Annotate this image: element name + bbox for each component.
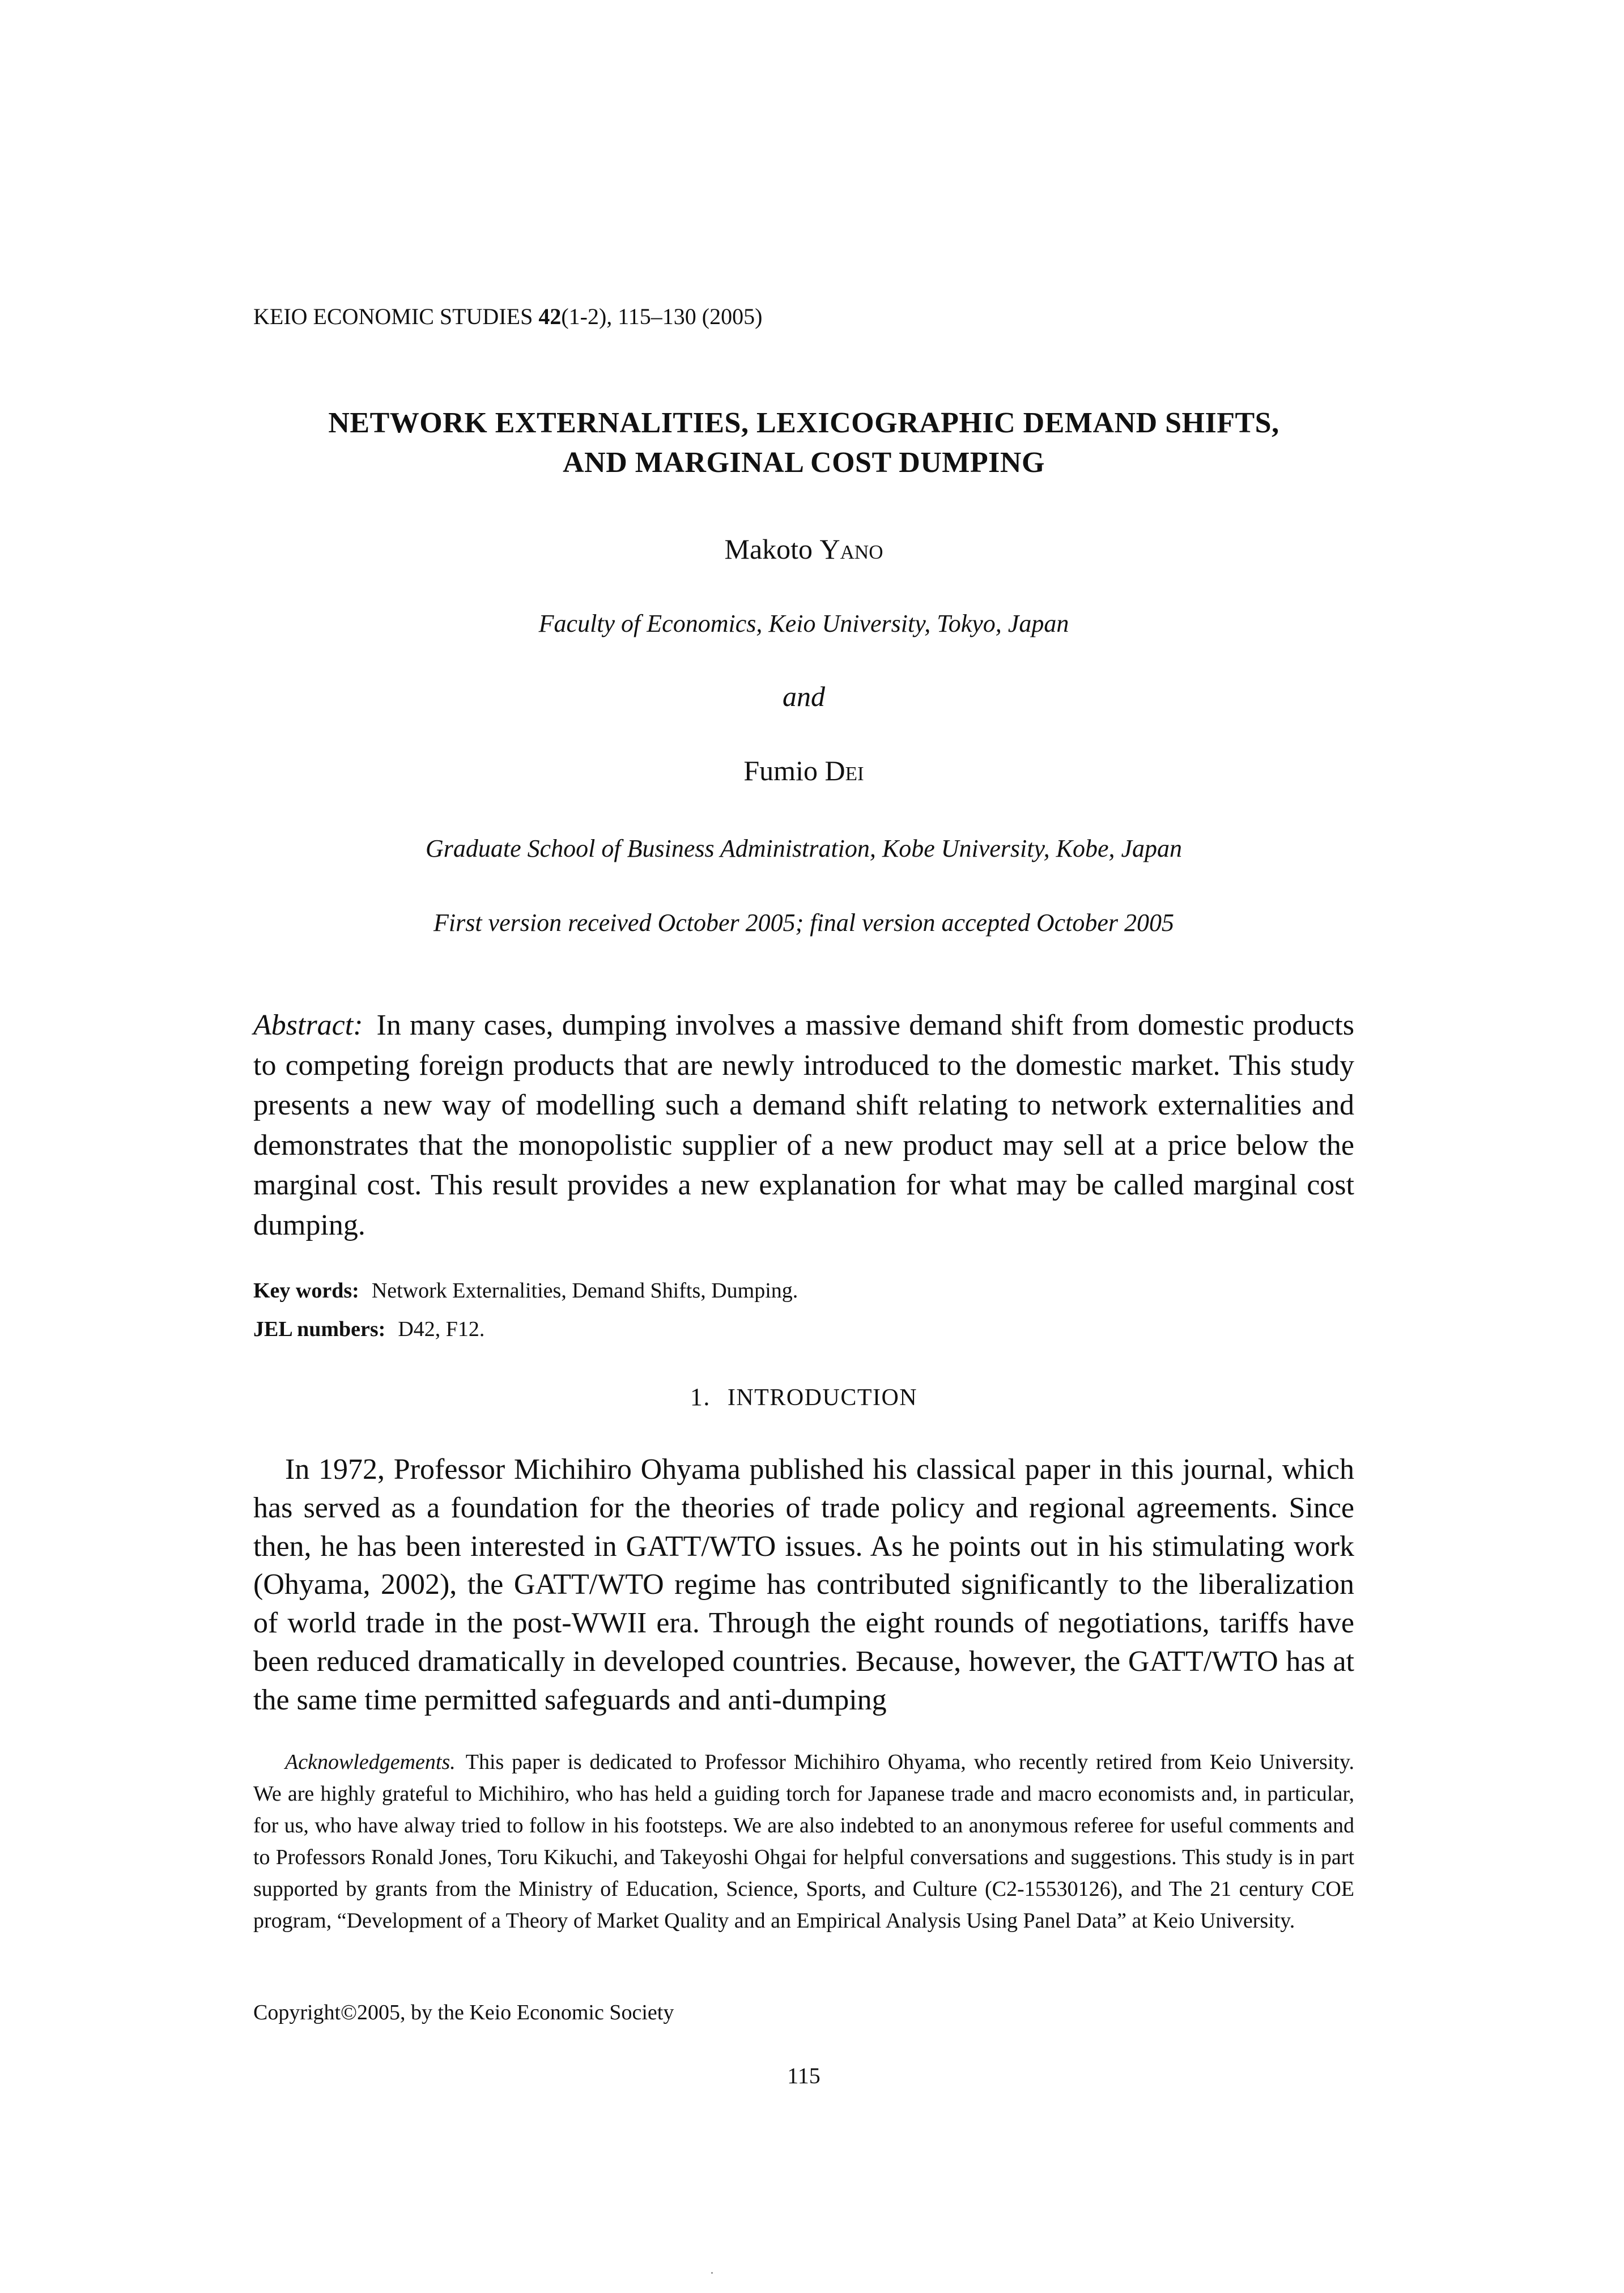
author-1: [253, 533, 1354, 565]
journal-issue-pages-year: (1-2), 115–130 (2005): [561, 304, 763, 329]
journal-name: KEIO ECONOMIC STUDIES: [253, 304, 533, 329]
abstract: [253, 1006, 1354, 1245]
author-1-affiliation: Faculty of Economics, Keio University, Tokyo, Japan: [538, 610, 1069, 637]
title-line-1: NETWORK EXTERNALITIES, LEXICOGRAPHIC DEMAND SHIFTS,: [328, 407, 1279, 439]
jel-row: [253, 1317, 1354, 1342]
scan-speck: [711, 2272, 713, 2274]
author-2-affiliation: Graduate School of Business Administration, Kobe University, Kobe, Japan: [426, 835, 1182, 862]
section-heading: [253, 1382, 1354, 1411]
author-2-given-name: Fumio: [743, 755, 818, 786]
keywords-value: Network Externalities, Demand Shifts, Dumping.: [371, 1279, 798, 1303]
author-2: [253, 754, 1354, 787]
acknowledgements-footnote: [253, 1746, 1354, 1937]
keywords-label: Key words:: [253, 1279, 359, 1303]
journal-header: [253, 303, 1354, 330]
author-1-given-name: Makoto: [724, 533, 813, 565]
page-number: 115: [787, 2063, 820, 2088]
abstract-text: In many cases, dumping involves a massive demand shift from domestic products to competing foreign products that are newly introduced to the domestic market. This study presents a new way of modelling such a demand shift relating to network externalities and demonstrates that the monopolistic supplier of a new product may sell at a price below the marginal cost. This result provides a new explanation for what may be called marginal cost dumping.: [253, 1009, 1354, 1241]
acknowledgements-text: This paper is dedicated to Professor Michihiro Ohyama, who recently retired from Keio University. We are highly grateful to Michihiro, who has held a guiding torch for Japanese trade and macro economists and, in particular, for us, who have alway tried to follow in his footsteps. We are also indebted to an anonymous referee for useful comments and to Professors Ronald Jones, Toru Kikuchi, and Takeyoshi Ohgai for helpful conversations and suggestions. This study is in part supported by grants from the Ministry of Education, Science, Sports, and Culture (C2-15530126), and The 21 century COE program, “Development of a Theory of Market Quality and an Empirical Analysis Using Panel Data” at Keio University.: [253, 1750, 1354, 1933]
jel-value: D42, F12.: [398, 1317, 485, 1341]
jel-label: JEL numbers:: [253, 1317, 386, 1341]
paper-title: [253, 403, 1354, 483]
received-line: First version received October 2005; final version accepted October 2005: [433, 909, 1175, 937]
title-line-2: AND MARGINAL COST DUMPING: [563, 446, 1045, 479]
copyright-notice: Copyright©2005, by the Keio Economic Society: [253, 2001, 674, 2024]
section-number: 1.: [690, 1383, 711, 1411]
author-conjunction: and: [783, 680, 825, 712]
introduction-paragraph: In 1972, Professor Michihiro Ohyama published his classical paper in this journal, which has served as a foundation for the theories of trade policy and regional agreements. Since then, he has been interested in GATT/WTO issues. As he points out in his stimulating work (Ohyama, 2002), the GATT/WTO regime has contributed significantly to the liberalization of world trade in the post-WWII era. Through the eight rounds of negotiations, tariffs have been reduced dramatically in developed countries. Because, however, the GATT/WTO has at the same time permitted safeguards and anti-dumping: [253, 1453, 1354, 1716]
journal-volume: 42: [538, 304, 562, 329]
acknowledgements-label: Acknowledgements.: [285, 1750, 456, 1774]
keywords-row: [253, 1278, 1354, 1303]
abstract-label: Abstract:: [253, 1009, 363, 1041]
section-title: INTRODUCTION: [727, 1385, 918, 1411]
author-2-family-name: Dei: [824, 755, 864, 786]
author-1-family-name: Yano: [819, 533, 883, 565]
